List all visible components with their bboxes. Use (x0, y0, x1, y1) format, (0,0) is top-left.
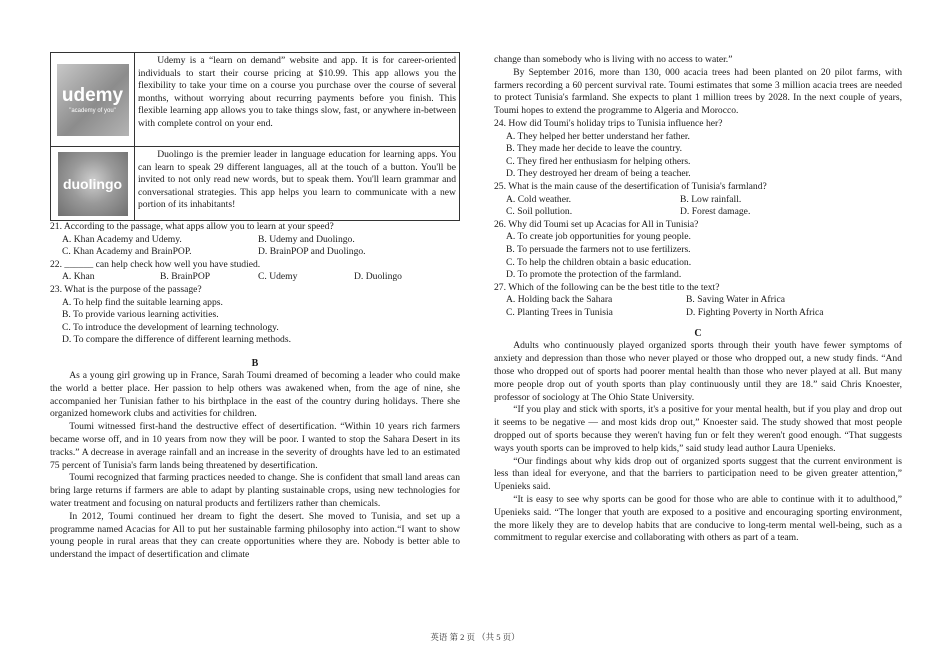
duolingo-logo-cell (51, 147, 135, 220)
question-25-options-row2 (494, 206, 902, 219)
section-b-paragraph: In 2012, Toumi continued her dream to fight the desert. She moved to Tunisia, and set up a programme named Acacias for All to put her sustainable farming philosophy into action.“I want to show young people in rural areas that they can create opportunities where they are. Nobody is better able to understand the impact of desertification and climate (50, 510, 460, 561)
section-b-paragraph: As a young girl growing up in France, Sarah Toumi dreamed of becoming a leader who could make the world a better place. Her passion to help others was awakened when, from the age of nine, she accompanied her Tunisian father to his birthplace in the east of the country during holidays. There she organized homework clubs and activities for children. (50, 369, 460, 420)
section-b-paragraph: Toumi witnessed first-hand the destructive effect of desertification. “Within 10 years rich farmers became worse off, and in 10 years from now they will be poor. I wanted to stop the Sahara Desert in its tracks.” A decrease in average rainfall and an increase in the severity of droughts have led to an estimated 75 percent of Tunisia's farm lands being threatened by desertification. (50, 421, 460, 471)
udemy-logo-word (62, 85, 123, 107)
udemy-logo-rest: demy (73, 85, 124, 106)
section-b-paragraph-continued: change than somebody who is living with no access to water.” (494, 54, 733, 65)
app-table (50, 52, 460, 221)
section-c-paragraph: “It is easy to see why sports can be good for those who are able to continue with it to adulthood,” Upenieks said. “The longer that youth are exposed to a positive and encouraging sporting environment, the more likely they are to develop habits that are conducive to long-term mental well-being, such as a commitment to regular exercise and collaborating with others as part of a team. (494, 494, 902, 544)
option-d: D. To compare the difference of different learning methods. (62, 334, 291, 346)
section-b-paragraph: By September 2016, more than 130, 000 acacia trees had been planted on 20 pilot farms, with farmers recording a 60 percent survival rate. Toumi estimates that some 3 million acacia trees are needed to protect Tunisia's farmland. She expects to plant 1 million trees by 2028. In the next couple of years, Toumi hopes to extend the programme to Algeria and Morocco. (494, 66, 902, 117)
question-23-stem: 23. What is the purpose of the passage? (50, 283, 202, 295)
option-c: C. Planting Trees in Tunisia (506, 306, 613, 318)
section-c-paragraph: “If you play and stick with sports, it's a positive for your mental health, but if you play and drop out it seems to be negative — and most kids drop out,” Knoester said. The study showed that most people dropped out of sports because they weren't having fun or felt they weren't good enough. “That suggests ways youth sports can be improved to help kids,” said study lead author Laura Upenieks. (494, 404, 902, 454)
right-column (494, 54, 902, 545)
page-footer: 英语 第 2 页 （共 5 页） (430, 632, 520, 642)
duolingo-description: Duolingo is the premier leader in language education for learning apps. You can learn to speak 29 different languages, all at the touch of a button. You'll be invited to not only read new words, but to speak them. You'll learn grammar and conversational strategies. This app helps you learn to communicate with a new portion of its inhabitants! (138, 149, 456, 211)
duolingo-logo (58, 152, 128, 216)
udemy-logo-cell (51, 53, 135, 146)
question-27-stem: 27. Which of the following can be the best title to the text? (494, 281, 720, 293)
option-c: C. Khan Academy and BrainPOP. (62, 246, 192, 258)
option-d: D. They destroyed her dream of being a teacher. (506, 168, 691, 180)
option-d: D. To promote the protection of the farmland. (506, 269, 682, 281)
option-b: B. Udemy and Duolingo. (258, 233, 355, 245)
question-21-stem: 21. According to the passage, what apps allow you to learn at your speed? (50, 221, 334, 232)
udemy-logo-tagline: "academy of you" (69, 108, 116, 114)
option-a: A. Holding back the Sahara (506, 294, 613, 306)
option-d: D. Forest damage. (680, 206, 751, 218)
option-c: C. Udemy (258, 271, 298, 283)
table-row (51, 53, 459, 147)
question-27-options-row1 (494, 294, 902, 307)
section-c-heading: C (694, 328, 702, 340)
question-25-stem: 25. What is the main cause of the desertification of Tunisia's farmland? (494, 180, 767, 192)
table-row (51, 147, 459, 220)
option-d: D. BrainPOP and Duolingo. (258, 246, 366, 258)
option-b: B. BrainPOP (160, 271, 211, 283)
option-b: B. They made her decide to leave the country. (506, 143, 683, 155)
question-22-options (50, 271, 460, 284)
option-d: D. Fighting Poverty in North Africa (686, 306, 824, 318)
option-d: D. Duolingo (354, 271, 402, 283)
option-c: C. To help the children obtain a basic education. (506, 256, 692, 268)
option-b: B. Low rainfall. (680, 193, 742, 205)
left-column (50, 52, 460, 562)
section-b-heading: B (251, 357, 259, 369)
question-24-stem: 24. How did Toumi's holiday trips to Tunisia influence her? (494, 117, 723, 129)
question-21-options-row1 (50, 234, 460, 247)
option-c: C. Soil pollution. (506, 206, 573, 218)
section-c-paragraph: Adults who continuously played organized sports through their youth have fewer symptoms of anxiety and depression than those who never played or those who dropped out, a new study finds. “And those who dropped out of sports had poorer mental health than those who never played at all. But many more people drop out of youth sports than play continuously until they are 18.” said Chris Knoester, professor of sociology at The Ohio State University. (494, 340, 902, 403)
option-a: A. Khan (62, 271, 95, 283)
option-a: A. They helped her better understand her father. (506, 130, 690, 142)
question-21-options-row2 (50, 246, 460, 259)
option-a: A. To create job opportunities for young people. (506, 231, 691, 243)
option-c: C. To introduce the development of learning technology. (62, 321, 279, 333)
udemy-logo (57, 64, 129, 136)
question-26-stem: 26. Why did Toumi set up Acacias for All in Tunisia? (494, 218, 699, 230)
section-c-paragraph: “Our findings about why kids drop out of organized sports suggest that the current environment is less than ideal for everyone, and that the barriers to participation need to be given greater attention,” Upenieks said. (494, 455, 902, 493)
question-27-options-row2 (494, 307, 902, 320)
option-a: A. To help find the suitable learning apps. (62, 296, 223, 308)
option-b: B. Saving Water in Africa (686, 294, 785, 306)
question-22-stem: 22. ______ can help check how well you have studied. (50, 258, 261, 270)
option-a: A. Khan Academy and Udemy. (62, 233, 182, 245)
option-b: B. To persuade the farmers not to use fertilizers. (506, 243, 691, 255)
section-b-paragraph: Toumi recognized that farming practices needed to change. She is confident that small land areas can bring large returns if farmers are able to adapt by planting sustainable crops, using new technologies for water treatment and focusing on natural products and fertilizers rather than chemicals. (50, 472, 460, 509)
udemy-description: Udemy is a “learn on demand” website and app. It is for career-oriented individuals to start their course pricing at $10.99. This app allows you the flexibility to take your time on a course you purchase over the course of several months, without worrying about recurring payments before you finish. This flexible learning app allows you to take things slow, fast, or anywhere in-between with complete control on your end. (138, 55, 456, 129)
udemy-logo-u: u (61, 85, 74, 106)
option-a: A. Cold weather. (506, 193, 572, 205)
option-c: C. They fired her enthusiasm for helping others. (506, 155, 691, 167)
option-b: B. To provide various learning activities. (62, 309, 219, 321)
question-25-options-row1 (494, 194, 902, 207)
duolingo-logo-word: duolingo (62, 175, 123, 192)
